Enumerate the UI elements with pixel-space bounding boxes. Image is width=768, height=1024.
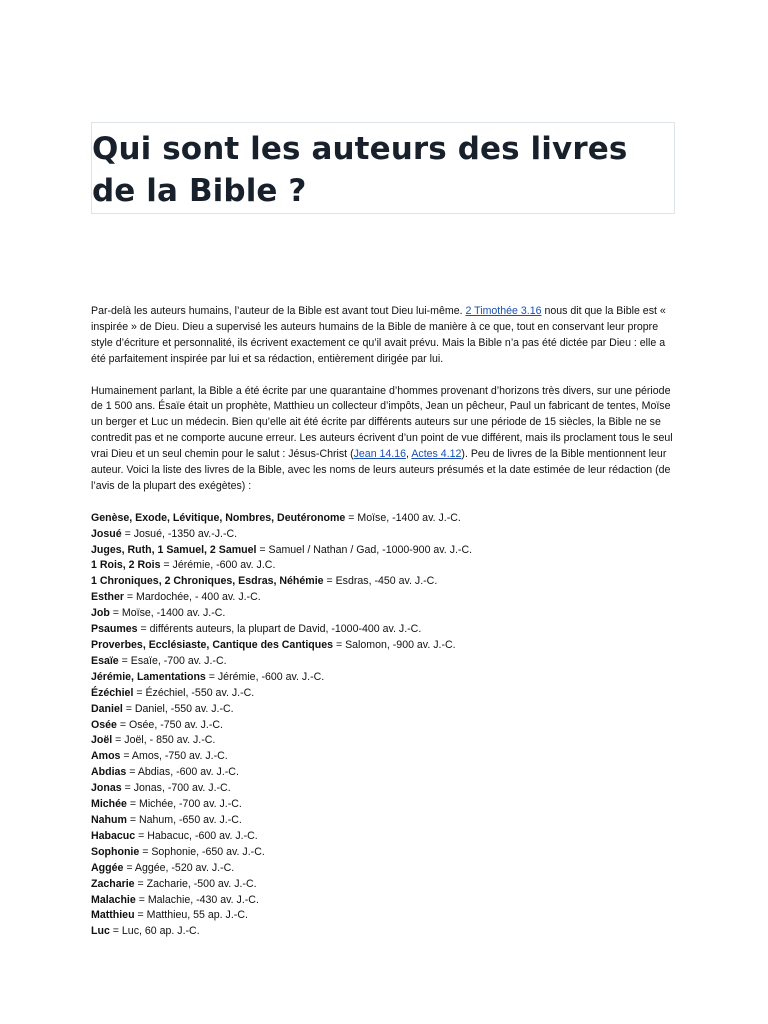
book-author-date: = Joël, - 850 av. J.-C. bbox=[112, 734, 216, 747]
book-name: Aggée bbox=[91, 861, 124, 874]
list-item bbox=[91, 829, 681, 845]
book-name: 1 Rois, 2 Rois bbox=[91, 559, 161, 572]
list-item bbox=[91, 606, 681, 622]
list-item bbox=[91, 797, 681, 813]
book-author-date: = Moïse, -1400 av. J.-C. bbox=[109, 607, 226, 620]
list-item bbox=[91, 908, 681, 924]
book-author-date: = Salomon, -900 av. J.-C. bbox=[333, 639, 456, 651]
book-name: Proverbes, Ecclésiaste, Cantique des Cantiques bbox=[91, 639, 333, 651]
book-name: Genèse, Exode, Lévitique, Nombres, Deutéronome bbox=[91, 511, 346, 524]
book-name: Luc bbox=[91, 925, 110, 938]
list-item bbox=[91, 733, 681, 749]
book-name: Psaumes bbox=[91, 623, 138, 636]
list-item bbox=[91, 845, 681, 861]
list-item bbox=[91, 654, 681, 670]
book-name: Osée bbox=[91, 718, 117, 731]
list-item bbox=[91, 718, 681, 734]
list-item bbox=[91, 702, 681, 718]
book-author-date: = Samuel / Nathan / Gad, -1000-900 av. J.-C. bbox=[256, 543, 473, 556]
book-author-date: = Moïse, -1400 av. J.-C. bbox=[345, 511, 461, 524]
book-name: Michée bbox=[91, 798, 127, 811]
list-item bbox=[91, 527, 681, 543]
book-name: Matthieu bbox=[91, 909, 135, 922]
book-author-date: = Esdras, -450 av. J.-C. bbox=[323, 575, 438, 588]
book-author-date: = Amos, -750 av. J.-C. bbox=[120, 750, 228, 763]
book-author-date: = Esaïe, -700 av. J.-C. bbox=[118, 654, 227, 667]
link-actes-4-12[interactable]: Actes 4.12 bbox=[411, 448, 462, 461]
book-author-date: = Sophonie, -650 av. J.-C. bbox=[139, 845, 265, 858]
book-author-date: = Daniel, -550 av. J.-C. bbox=[122, 702, 234, 715]
book-name: Habacuc bbox=[91, 829, 136, 842]
book-name: Abdias bbox=[91, 766, 127, 779]
book-author-date: = Josué, -1350 av.-J.-C. bbox=[121, 527, 238, 540]
book-name: Josué bbox=[91, 527, 122, 540]
book-author-date: = Luc, 60 ap. J.-C. bbox=[109, 925, 200, 938]
book-author-date: = Aggée, -520 av. J.-C. bbox=[123, 861, 235, 874]
book-name: Joël bbox=[91, 734, 113, 747]
book-author-date: = Jonas, -700 av. J.-C. bbox=[121, 782, 231, 795]
intro-text-start: Par-delà les auteurs humains, l’auteur de la Bible est avant tout Dieu lui-même. bbox=[91, 305, 466, 317]
book-name: Zacharie bbox=[91, 877, 135, 890]
link-2-timothee-3-16[interactable]: 2 Timothée 3.16 bbox=[465, 305, 542, 317]
book-name: Job bbox=[91, 607, 110, 620]
list-item bbox=[91, 924, 681, 940]
book-author-date: = Jérémie, -600 av. J.C. bbox=[160, 559, 276, 572]
list-item bbox=[91, 622, 681, 638]
list-item bbox=[91, 765, 681, 781]
list-item bbox=[91, 861, 681, 877]
book-author-date: = Matthieu, 55 ap. J.-C. bbox=[134, 909, 248, 922]
list-item bbox=[91, 686, 681, 702]
list-item bbox=[91, 749, 681, 765]
page-title: Qui sont les auteurs des livres de la Bible ? bbox=[92, 131, 628, 209]
book-author-date: = Ézéchiel, -550 av. J.-C. bbox=[133, 686, 255, 699]
list-item bbox=[91, 781, 681, 797]
list-item bbox=[91, 877, 681, 893]
book-name: Jonas bbox=[91, 782, 122, 795]
book-name: Malachie bbox=[91, 893, 136, 906]
list-item bbox=[91, 670, 681, 686]
list-item bbox=[91, 893, 681, 909]
authors-text-end: ). Peu de livres de la Bible mentionnent leur auteur. Voici la liste des livres de la Bible, avec les noms de leurs auteurs présumés et la date estimée de leur rédaction (de l’avis de la plupart des exégètes) : bbox=[91, 448, 671, 492]
book-author-date: = Michée, -700 av. J.-C. bbox=[126, 798, 242, 811]
intro-text-end: nous dit que la Bible est « inspirée » de Dieu. Dieu a supervisé les auteurs humains de la Bible de manière à ce que, tout en conservant leur propre style d’écriture et personnalité, ils écrivent exactement ce qu’il avait prévu. Mais la Bible n’a pas été dictée par Dieu : elle a été parfaitement inspirée par lui et sa rédaction, entièrement dirigée par lui. bbox=[91, 305, 666, 365]
title-box bbox=[91, 122, 675, 214]
book-name: Esaïe bbox=[91, 654, 119, 667]
book-name: Sophonie bbox=[91, 845, 140, 858]
book-author-date: = Malachie, -430 av. J.-C. bbox=[135, 893, 259, 906]
book-author-date: = Osée, -750 av. J.-C. bbox=[116, 718, 223, 731]
authors-paragraph bbox=[91, 384, 681, 495]
list-item bbox=[91, 590, 681, 606]
book-author-date: = Habacuc, -600 av. J.-C. bbox=[135, 829, 258, 842]
list-item bbox=[91, 638, 681, 654]
book-name: Juges, Ruth, 1 Samuel, 2 Samuel bbox=[91, 543, 257, 556]
list-item bbox=[91, 543, 681, 559]
book-name: Jérémie, Lamentations bbox=[91, 670, 206, 683]
book-author-date: = Nahum, -650 av. J.-C. bbox=[126, 813, 242, 826]
book-name: Esther bbox=[91, 591, 124, 604]
book-name: Ézéchiel bbox=[91, 686, 134, 699]
authors-text-separator: , bbox=[406, 448, 412, 461]
intro-paragraph bbox=[91, 304, 681, 368]
book-author-date: = Abdias, -600 av. J.-C. bbox=[126, 766, 239, 779]
list-item bbox=[91, 558, 681, 574]
book-author-list bbox=[91, 511, 681, 940]
book-name: Amos bbox=[91, 750, 121, 763]
book-name: 1 Chroniques, 2 Chroniques, Esdras, Néhémie bbox=[91, 575, 324, 588]
book-author-date: = Jérémie, -600 av. J.-C. bbox=[205, 670, 325, 683]
book-author-date: = Mardochée, - 400 av. J.-C. bbox=[123, 591, 261, 604]
link-jean-14-16[interactable]: Jean 14.16 bbox=[353, 448, 407, 461]
list-item bbox=[91, 813, 681, 829]
list-item bbox=[91, 511, 681, 527]
book-name: Daniel bbox=[91, 702, 123, 715]
authors-text-start: Humainement parlant, la Bible a été écrite par une quarantaine d’hommes provenant d’horizons très divers, sur une période de 1 500 ans. Ésaïe était un prophète, Matthieu un collecteur d’impôts, Jean un pêcheur, Paul un fabricant de tentes, Moïse un berger et Luc un médecin. Bien qu’elle ait été écrite par différents auteurs sur une période de 15 siècles, la Bible ne se contredit pas et ne comporte aucune erreur. Les auteurs écrivent d’un point de vue différent, mais ils proclament tous le seul vrai Dieu et un seul chemin pour le salut : Jésus-Christ ( bbox=[91, 384, 673, 461]
list-item bbox=[91, 574, 681, 590]
book-name: Nahum bbox=[91, 813, 127, 826]
book-author-date: = Zacharie, -500 av. J.-C. bbox=[134, 877, 257, 890]
book-author-date: = différents auteurs, la plupart de David, -1000-400 av. J.-C. bbox=[137, 623, 422, 636]
article-body bbox=[91, 304, 681, 940]
